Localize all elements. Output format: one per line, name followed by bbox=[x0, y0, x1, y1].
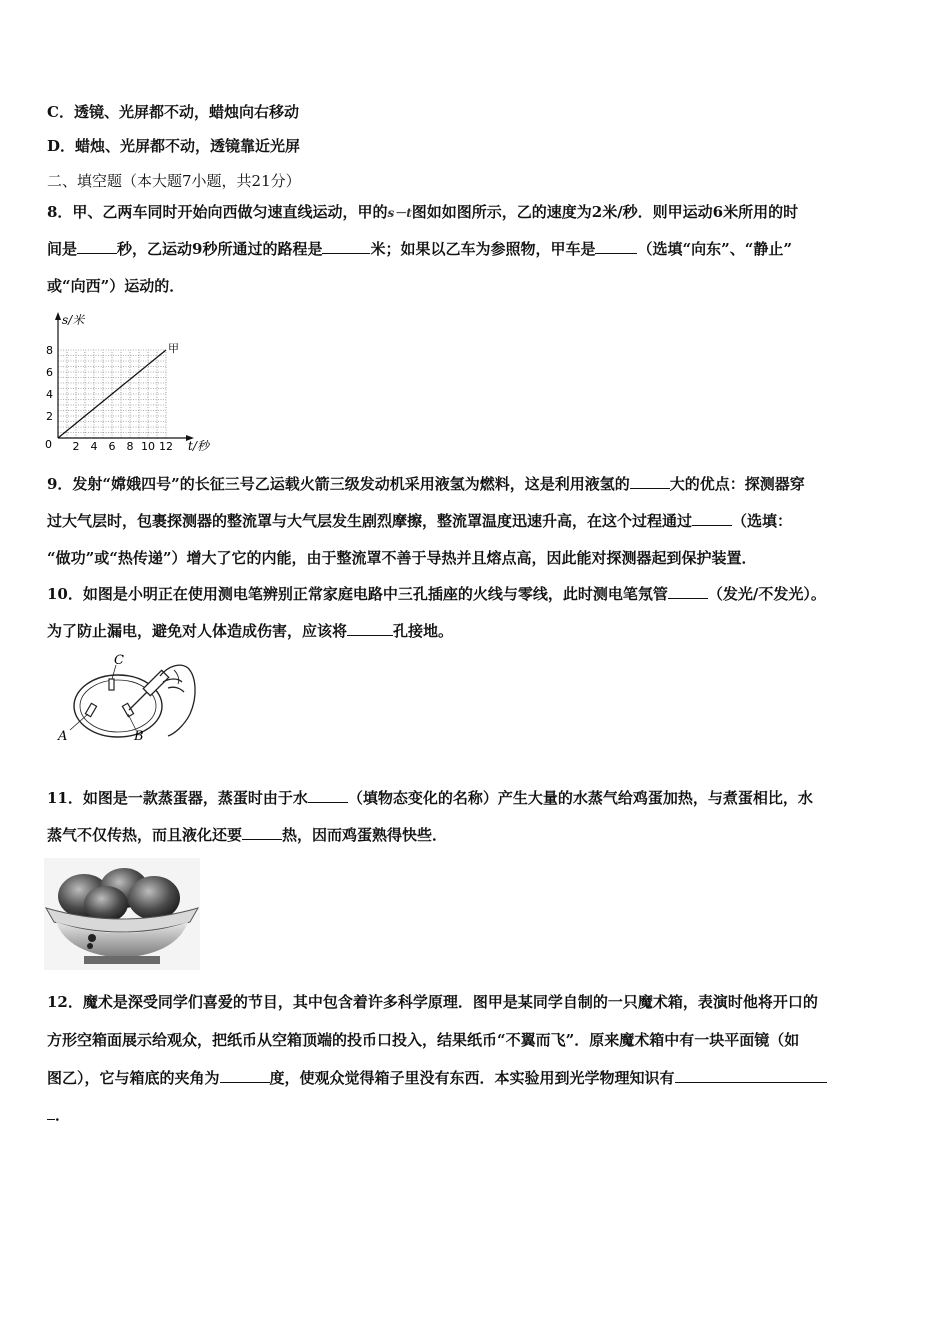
q9-line-2 bbox=[47, 511, 792, 531]
q8-text-1b: 图如如图所示，乙的速度为2米/秒．则甲运动6米所用的时 bbox=[411, 203, 799, 221]
q12-line-3 bbox=[47, 1068, 827, 1088]
x-tick-label: 6 bbox=[108, 440, 116, 453]
x-tick-label: 2 bbox=[72, 440, 80, 453]
section-title: 二、填空题（本大题7小题，共21分） bbox=[47, 172, 301, 190]
q9-text-1a: 9．发射“嫦娥四号”的长征三号乙运载火箭三级发动机采用液氢为燃料，这是利用液氢的 bbox=[47, 475, 630, 493]
q10-text-2a: 为了防止漏电，避免对人体造成伤害，应该将 bbox=[47, 622, 348, 640]
q11-line-1 bbox=[47, 788, 813, 808]
socket-tester-figure bbox=[50, 652, 215, 747]
q8-text-2d: （选填“向东”、“静止” bbox=[637, 240, 792, 258]
q12-blank-1[interactable] bbox=[220, 1068, 270, 1083]
y-tick-label: 8 bbox=[46, 344, 53, 357]
q10-text-2b: 孔接地。 bbox=[393, 622, 454, 640]
leader-lines bbox=[70, 665, 136, 730]
label-a: A bbox=[58, 729, 68, 744]
q9-text-1b: 大的优点：探测器穿 bbox=[669, 475, 805, 493]
q12-text-4: ． bbox=[55, 1106, 71, 1124]
q11-blank-2[interactable] bbox=[242, 825, 282, 840]
q11-text-1a: 11．如图是一款蒸蛋器，蒸蛋时由于水 bbox=[47, 789, 308, 807]
q9-blank-1[interactable] bbox=[630, 474, 670, 489]
q8-text-2a: 间是 bbox=[47, 240, 78, 258]
x-tick-label: 12 bbox=[159, 440, 173, 453]
y-tick-label: 2 bbox=[46, 410, 53, 423]
q12-line-2: 方形空箱面展示给观众，把纸币从空箱顶端的投币口投入，结果纸币“不翼而飞”．原来魔术箱中有一块平面镜（如 bbox=[47, 1031, 800, 1049]
q8-st-label: s－t bbox=[387, 206, 412, 220]
q10-text-1a: 10．如图是小明正在使用测电笔辨别正常家庭电路中三孔插座的火线与零线，此时测电笔氖管 bbox=[47, 585, 668, 603]
egg-steamer-photo bbox=[44, 858, 200, 970]
socket-holes bbox=[85, 679, 133, 717]
q8-text-1a: 8．甲、乙两车同时开始向西做匀速直线运动，甲的 bbox=[47, 203, 388, 221]
q9-blank-2[interactable] bbox=[692, 511, 732, 526]
q9-text-2b: （选填： bbox=[732, 512, 793, 530]
option-d: D．蜡烛、光屏都不动，透镜靠近光屏 bbox=[47, 137, 301, 155]
x-tick-label: 10 bbox=[141, 440, 155, 453]
x-axis-label: t/秒 bbox=[188, 439, 209, 453]
q9-line-3: “做功”或“热传递”）增大了它的内能，由于整流罩不善于导热并且熔点高，因此能对探测器起到保护装置． bbox=[47, 549, 757, 567]
q12-line-4 bbox=[47, 1105, 70, 1125]
q10-blank-2[interactable] bbox=[347, 621, 393, 636]
q11-text-1b: （填物态变化的名称）产生大量的水蒸气给鸡蛋加热，与煮蛋相比，水 bbox=[347, 789, 813, 807]
q10-line-1 bbox=[47, 584, 826, 604]
q11-blank-1[interactable] bbox=[308, 788, 348, 803]
y-tick-label: 6 bbox=[46, 366, 53, 379]
q8-line-3: 或“向西”）运动的． bbox=[47, 277, 185, 295]
y-axis-arrow bbox=[55, 312, 61, 320]
q8-blank-1[interactable] bbox=[77, 239, 117, 254]
q12-text-3a: 图乙），它与箱底的夹角为 bbox=[47, 1069, 220, 1087]
q9-text-2a: 过大气层时，包裹探测器的整流罩与大气层发生剧烈摩擦，整流罩温度迅速升高，在这个过程通过 bbox=[47, 512, 693, 530]
label-b: B bbox=[134, 729, 144, 744]
q8-text-2b: 秒，乙运动9秒所通过的路程是 bbox=[117, 240, 323, 258]
q11-text-2a: 蒸气不仅传热，而且液化还要 bbox=[47, 826, 243, 844]
st-chart bbox=[38, 308, 228, 458]
q10-blank-1[interactable] bbox=[668, 584, 708, 599]
y-tick-label: 4 bbox=[46, 388, 53, 401]
q8-text-2c: 米；如果以乙车为参照物，甲车是 bbox=[370, 240, 596, 258]
q12-blank-2[interactable] bbox=[675, 1068, 827, 1083]
q8-blank-3[interactable] bbox=[595, 239, 637, 254]
q10-text-1b: （发光/不发光）。 bbox=[707, 585, 826, 603]
q8-blank-2[interactable] bbox=[322, 239, 370, 254]
x-tick-label: 4 bbox=[90, 440, 98, 453]
q11-text-2b: 热，因而鸡蛋熟得快些． bbox=[282, 826, 448, 844]
q12-line-1: 12．魔术是深受同学们喜爱的节目，其中包含着许多科学原理．图甲是某同学自制的一只魔术箱，表演时他将开口的 bbox=[47, 993, 818, 1011]
q8-line-2 bbox=[47, 239, 792, 259]
x-tick-label: 8 bbox=[126, 440, 134, 453]
q8-line-1 bbox=[47, 202, 798, 223]
series-label: 甲 bbox=[168, 342, 179, 355]
q12-blank-2-cont[interactable] bbox=[47, 1105, 55, 1120]
q11-line-2 bbox=[47, 825, 447, 845]
q12-text-3b: 度，使观众觉得箱子里没有东西．本实验用到光学物理知识有 bbox=[269, 1069, 675, 1087]
q10-line-2 bbox=[47, 621, 453, 641]
q9-line-1 bbox=[47, 474, 805, 494]
origin-label: 0 bbox=[45, 438, 52, 451]
y-axis-label: s/米 bbox=[62, 313, 85, 327]
option-c: C．透镜、光屏都不动，蜡烛向右移动 bbox=[47, 103, 299, 121]
label-c: C bbox=[114, 653, 124, 668]
